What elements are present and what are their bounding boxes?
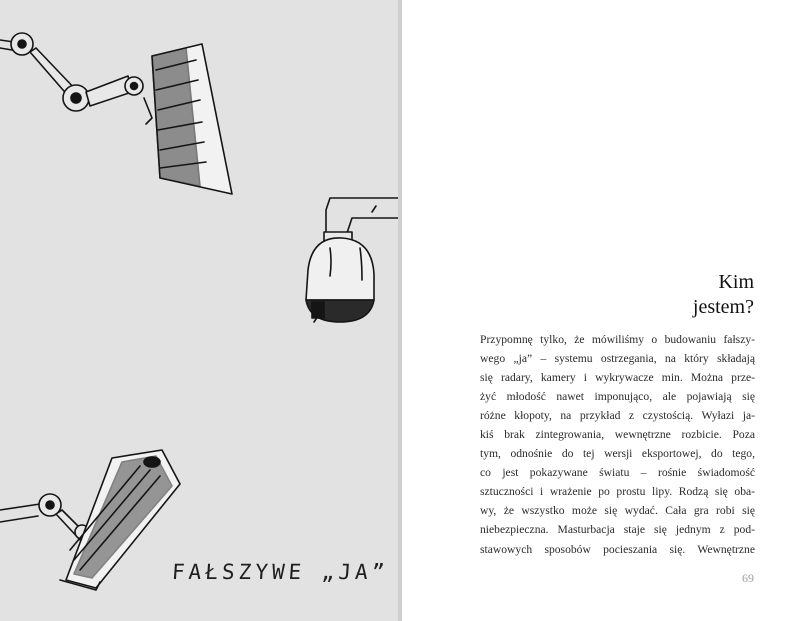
body-line: różne kłopoty, na przykład z czystością. Wyłazi ja- [480, 409, 755, 423]
body-line: żyć młodość nawet imponująco, ale pojawiają się [480, 390, 755, 404]
robotic-arm-camera-icon [0, 33, 232, 194]
chapter-heading [693, 270, 754, 320]
body-line: wego „ja” – systemu ostrzegania, na który składają [480, 352, 755, 366]
left-page [0, 0, 398, 621]
illustration-caption: FAŁSZYWE „JA” [171, 560, 390, 584]
right-page [402, 0, 800, 621]
body-line: Przypomnę tylko, że mówiliśmy o budowaniu fałszy- [480, 333, 755, 346]
heading-line: jestem? [692, 296, 754, 318]
body-paragraph [480, 330, 755, 559]
page-number: 69 [742, 571, 754, 585]
body-line: niebezpieczna. Masturbacja staje się jednym z pod- [480, 523, 755, 537]
body-line: wy, że wszystko może się wydać. Cała gra robi się [480, 504, 755, 518]
robotic-arm-camera-icon [0, 450, 180, 590]
body-line: się radary, kamery i wykrywacze min. Można prze- [480, 371, 755, 385]
dome-camera-icon [306, 198, 398, 322]
body-line: kiś brak zintegrowania, wewnętrzne rozbicie. Poza [480, 428, 755, 442]
surveillance-illustration [0, 0, 398, 621]
body-line: stawowych sposobów pocieszania się. Wewnętrzne [480, 542, 755, 556]
body-line: sztuczności i wrażenie po prostu lipy. Rodzą się oba- [480, 485, 755, 499]
body-line: co jest pokazywane światu – rośnie świadomość [480, 466, 755, 480]
heading-line: Kim [718, 271, 754, 293]
body-line: tym, odnośnie do tej wersji eksportowej, do tego, [480, 447, 755, 461]
